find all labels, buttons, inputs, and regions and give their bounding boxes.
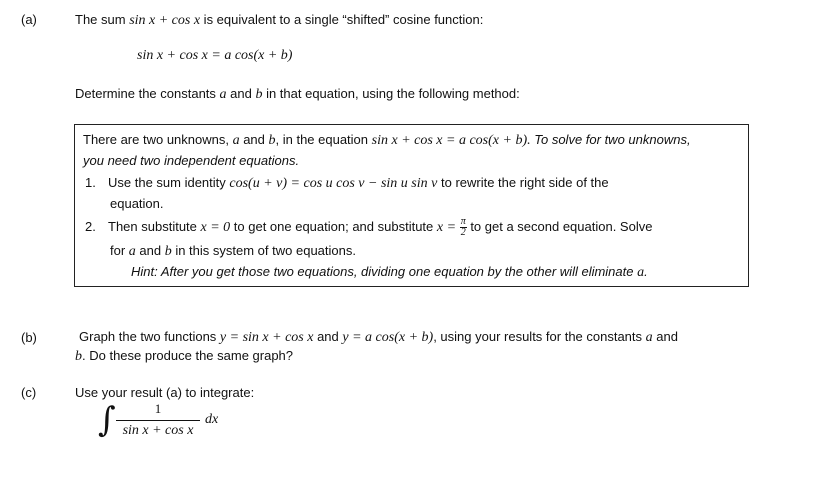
part-a-determine bbox=[75, 86, 520, 103]
step-2-continuation bbox=[110, 243, 356, 260]
hint-text: Hint: After you get those two equations, dividing one equation by the other will eliminate bbox=[131, 264, 638, 279]
determine-and: and bbox=[226, 86, 256, 101]
integrand-denominator: sin x + cos x bbox=[122, 423, 194, 438]
step1-suffix: to rewrite the right side of the bbox=[437, 175, 609, 190]
b-prefix: Graph the two functions bbox=[79, 329, 220, 344]
box-var-a: a bbox=[232, 133, 240, 148]
b-and: and bbox=[313, 329, 343, 344]
box-line1-text: There are two unknowns, bbox=[83, 132, 233, 147]
box-line1-italic: To solve for two unknowns, bbox=[530, 132, 691, 147]
step2-cont-a: a bbox=[128, 244, 136, 259]
var-b: b bbox=[255, 87, 263, 102]
step2-cont-prefix: for bbox=[110, 243, 129, 258]
part-b-label: (b) bbox=[21, 330, 37, 345]
intro-prefix: The sum bbox=[75, 12, 130, 27]
b-var-b: b bbox=[75, 349, 82, 364]
step-2-text bbox=[108, 217, 652, 238]
hint-end: . bbox=[644, 264, 648, 279]
box-line1-and: and bbox=[239, 132, 269, 147]
intro-expr: sin x + cos x bbox=[129, 13, 201, 28]
part-c-prompt: Use your result (a) to integrate: bbox=[75, 385, 255, 400]
box-var-b: b bbox=[268, 133, 276, 148]
part-a-label: (a) bbox=[21, 12, 37, 27]
step2-x0: x = 0 bbox=[200, 219, 231, 235]
part-c-label: (c) bbox=[21, 385, 37, 400]
b-var-a: a bbox=[645, 330, 653, 345]
step1-prefix: Use the sum identity bbox=[108, 175, 230, 190]
step2-suffix: to get a second equation. Solve bbox=[466, 218, 653, 234]
part-b-line-1 bbox=[79, 329, 678, 346]
box-line-1 bbox=[83, 132, 691, 149]
pi-over-2-fraction bbox=[460, 217, 467, 238]
part-a-equation: sin x + cos x = a cos(x + b) bbox=[137, 48, 293, 63]
differential-dx: dx bbox=[205, 412, 219, 427]
step2-cont-b: b bbox=[164, 244, 172, 259]
var-a: a bbox=[219, 87, 227, 102]
box-line1-eq: sin x + cos x = a cos(x + b). bbox=[371, 133, 531, 148]
step2-cont-and: and bbox=[135, 243, 165, 258]
b-function-2: y = a cos(x + b) bbox=[342, 330, 434, 345]
part-b-line-2 bbox=[75, 348, 293, 365]
determine-suffix: in that equation, using the following method: bbox=[262, 86, 520, 101]
intro-suffix: is equivalent to a single “shifted” cosine function: bbox=[200, 12, 484, 27]
b-function-1: y = sin x + cos x bbox=[219, 330, 314, 345]
step-1-continuation: equation. bbox=[110, 196, 164, 211]
hint-line bbox=[131, 264, 648, 281]
determine-prefix: Determine the constants bbox=[75, 86, 220, 101]
step2-cont-suffix: in this system of two equations. bbox=[171, 243, 356, 258]
integrand-numerator: 1 bbox=[154, 401, 162, 416]
frac-denominator: 2 bbox=[460, 227, 466, 238]
b-line2-suffix: . Do these produce the same graph? bbox=[82, 348, 294, 363]
step-1-number: 1. bbox=[85, 175, 96, 190]
step-2-number: 2. bbox=[85, 219, 96, 234]
b-suffix: , using your results for the constants bbox=[433, 329, 646, 344]
integral-sign: ∫ bbox=[98, 400, 116, 440]
hint-var-a: a bbox=[637, 265, 645, 280]
step2-mid: to get one equation; and substitute bbox=[230, 218, 437, 234]
box-line-2: you need two independent equations. bbox=[83, 153, 300, 168]
part-a-intro bbox=[75, 12, 483, 29]
frac-numerator: π bbox=[460, 216, 466, 227]
box-line1-mid: , in the equation bbox=[275, 132, 372, 147]
step1-identity: cos(u + v) = cos u cos v − sin u sin v bbox=[229, 176, 438, 191]
step-1-text bbox=[108, 175, 609, 192]
step2-xeq: x = bbox=[436, 219, 457, 235]
step2-prefix: Then substitute bbox=[108, 218, 201, 234]
b-and2: and bbox=[652, 329, 678, 344]
integrand-fraction bbox=[116, 401, 200, 439]
